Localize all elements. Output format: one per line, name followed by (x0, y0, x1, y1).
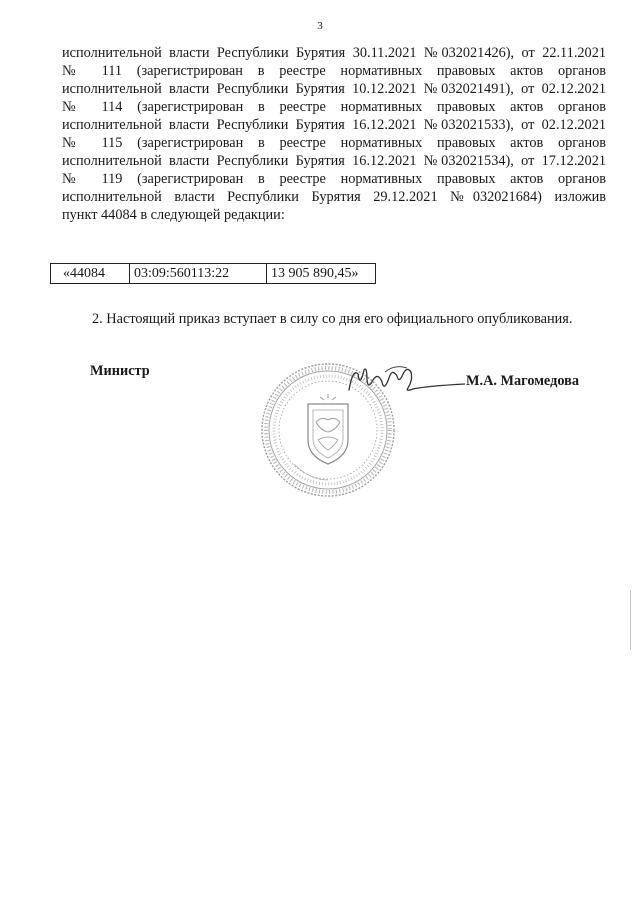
body-paragraph (62, 44, 606, 224)
body-line: № 114 (зарегистрирован в реестре нормативных правовых актов органов (62, 99, 606, 115)
body-line: исполнительной власти Республики Бурятия 16.12.2021 №032021533), от 02.12.2021 (62, 117, 606, 133)
handwritten-signature (345, 362, 465, 398)
signature-block (0, 360, 640, 500)
body-line: № 119 (зарегистрирован в реестре нормативных правовых актов органов (62, 171, 606, 187)
body-line: пункт 44084 в следующей редакции: (62, 207, 285, 223)
table-cell-item: «44084 (51, 264, 130, 284)
table-cell-cadastral-number: 03:09:560113:22 (130, 264, 267, 284)
body-line: исполнительной власти Республики Бурятия 30.11.2021 №032021426), от 22.11.2021 (62, 45, 606, 61)
scan-margin-mark (630, 590, 631, 650)
body-line: № 115 (зарегистрирован в реестре нормативных правовых актов органов (62, 135, 606, 151)
body-line: исполнительной власти Республики Бурятия 10.12.2021 №032021491), от 02.12.2021 (62, 81, 606, 97)
amendment-table (50, 263, 376, 284)
effective-date-paragraph: 2. Настоящий приказ вступает в силу со дня его официального опубликования. (92, 311, 573, 327)
signatory-title: Министр (90, 363, 150, 379)
table-row (51, 264, 376, 284)
body-line: исполнительной власти Республики Бурятия 29.12.2021 №032021684) изложив (62, 189, 606, 205)
signatory-name: М.А. Магомедова (466, 373, 579, 389)
page-number: 3 (317, 20, 323, 32)
table-cell-value: 13 905 890,45» (267, 264, 376, 284)
body-line: № 111 (зарегистрирован в реестре нормативных правовых актов органов (62, 63, 606, 79)
body-line: исполнительной власти Республики Бурятия 16.12.2021 №032021534), от 17.12.2021 (62, 153, 606, 169)
